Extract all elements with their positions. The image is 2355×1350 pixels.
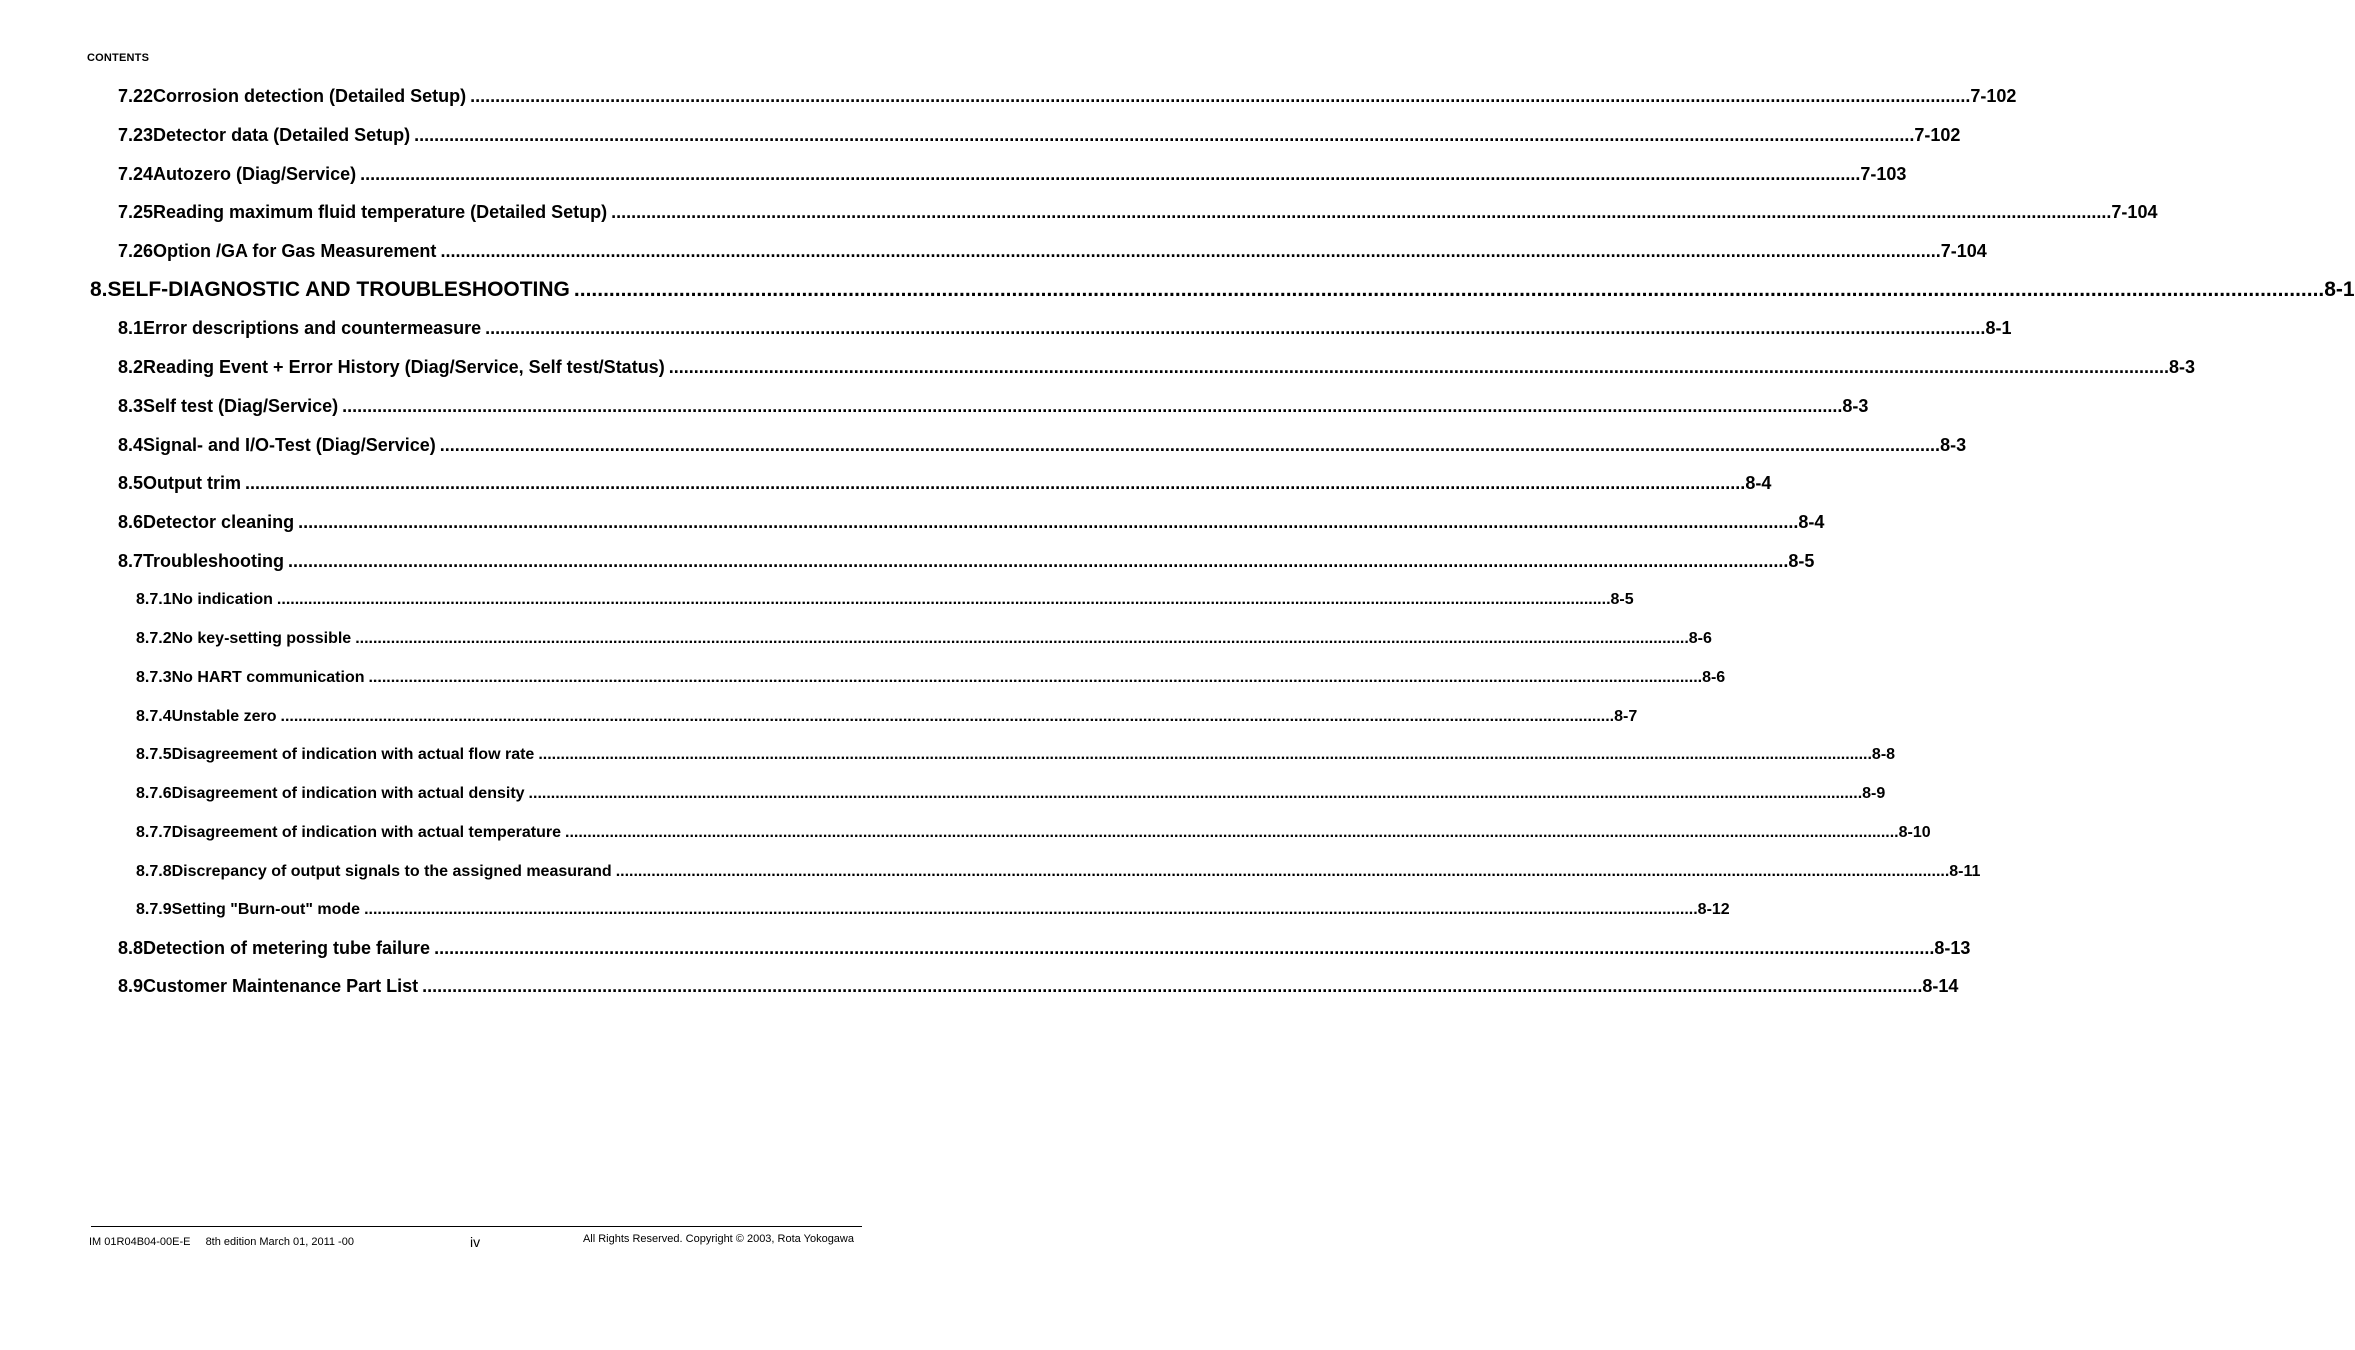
toc-entry-number: 8.7.3 bbox=[136, 669, 172, 686]
toc-leader-dots: ............................................................................................................................................................................................................................................................................................................ bbox=[288, 551, 1789, 571]
toc-entry-page: 8-6 bbox=[1702, 669, 1726, 686]
toc-entry-page: 7-104 bbox=[1940, 241, 1987, 261]
toc-leader-dots: ............................................................................................................................................................................................................................................................................................................ bbox=[611, 202, 2112, 222]
toc-entry-number: 7.23 bbox=[118, 125, 154, 145]
toc-entry[interactable] bbox=[136, 785, 1886, 803]
toc-entry-title: Autozero (Diag/Service) bbox=[153, 164, 357, 184]
footer-edition: 8th edition March 01, 2011 -00 bbox=[205, 1236, 354, 1248]
toc-entry-number: 8.7.1 bbox=[136, 591, 172, 608]
running-header: CONTENTS bbox=[87, 52, 150, 64]
toc-entry-title: Detection of metering tube failure bbox=[143, 938, 431, 958]
toc-entry-page: 8-3 bbox=[1940, 435, 1967, 455]
toc-entry-number: 8.7.8 bbox=[136, 863, 172, 880]
toc-entry[interactable] bbox=[136, 591, 1634, 609]
toc-leader-dots: ............................................................................................................................................................................................................................................................................................................ bbox=[245, 473, 1746, 493]
toc-entry-title: No indication bbox=[171, 591, 273, 608]
toc-entry-page: 8-4 bbox=[1745, 473, 1772, 493]
footer-doc-id: IM 01R04B04-00E-E bbox=[89, 1236, 191, 1248]
toc-entry-page: 8-6 bbox=[1688, 630, 1712, 647]
toc-leader-dots: ............................................................................................................................................................................................................................................................................................................ bbox=[298, 512, 1799, 532]
toc-entry-page: 8-3 bbox=[2169, 357, 2196, 377]
toc-entry-title: Reading Event + Error History (Diag/Service, Self test/Status) bbox=[143, 357, 665, 377]
toc-entry-title: Option /GA for Gas Measurement bbox=[153, 241, 437, 261]
toc-entry-page: 8-8 bbox=[1871, 746, 1896, 763]
toc-entry-page: 8-4 bbox=[1798, 512, 1825, 532]
toc-entry-page: 7-104 bbox=[2111, 202, 2158, 222]
toc-leader-dots: ............................................................................................................................................................................................................................................................................................................ bbox=[276, 591, 1611, 608]
toc-leader-dots: ............................................................................................................................................................................................................................................................................................................ bbox=[668, 357, 2169, 377]
toc-entry-number: 8.4 bbox=[118, 435, 144, 455]
toc-entry-number: 8.7.2 bbox=[136, 630, 172, 647]
toc-leader-dots: ............................................................................................................................................................................................................................................................................................................ bbox=[342, 396, 1843, 416]
toc-entry-number: 8.7.5 bbox=[136, 746, 172, 763]
toc-entry-page: 8-10 bbox=[1898, 824, 1931, 841]
toc-leader-dots: ............................................................................................................................................................................................................................................................................................................ bbox=[573, 278, 2325, 301]
toc-entry[interactable] bbox=[118, 86, 2017, 107]
toc-leader-dots: ............................................................................................................................................................................................................................................................................................................ bbox=[528, 785, 1863, 802]
toc-entry-page: 8-7 bbox=[1614, 708, 1638, 725]
toc-leader-dots: ............................................................................................................................................................................................................................................................................................................ bbox=[440, 241, 1941, 261]
toc-entry-number: 8.3 bbox=[118, 396, 144, 416]
toc-leader-dots: ............................................................................................................................................................................................................................................................................................................ bbox=[470, 86, 1971, 106]
toc-entry-title: Output trim bbox=[143, 473, 242, 493]
toc-entry-title: Setting "Burn-out" mode bbox=[171, 901, 361, 918]
toc-entry[interactable] bbox=[90, 278, 2355, 302]
toc-leader-dots: ............................................................................................................................................................................................................................................................................................................ bbox=[414, 125, 1915, 145]
toc-entry[interactable] bbox=[118, 938, 1971, 959]
toc-leader-dots: ............................................................................................................................................................................................................................................................................................................ bbox=[538, 746, 1872, 763]
toc-leader-dots: ............................................................................................................................................................................................................................................................................................................ bbox=[422, 976, 1923, 996]
toc-entry-number: 8.7.9 bbox=[136, 901, 172, 918]
toc-entry[interactable] bbox=[118, 241, 1987, 262]
toc-entry-page: 7-102 bbox=[1914, 125, 1961, 145]
toc-entry-title: Customer Maintenance Part List bbox=[143, 976, 419, 996]
toc-entry-page: 8-1 bbox=[1985, 318, 2012, 338]
toc-entry-page: 8-14 bbox=[1922, 976, 1959, 996]
toc-entry[interactable] bbox=[136, 669, 1726, 687]
toc-leader-dots: ............................................................................................................................................................................................................................................................................................................ bbox=[434, 938, 1935, 958]
toc-entry-title: Discrepancy of output signals to the assigned measurand bbox=[171, 863, 612, 880]
toc-entry-number: 8.9 bbox=[118, 976, 144, 996]
toc-entry-number: 8. bbox=[90, 278, 108, 301]
toc-entry-title: Troubleshooting bbox=[143, 551, 285, 571]
toc-entry-title: Disagreement of indication with actual flow rate bbox=[171, 746, 535, 763]
toc-entry[interactable] bbox=[136, 824, 1931, 842]
toc-entry-title: No key-setting possible bbox=[171, 630, 352, 647]
toc-entry-number: 8.1 bbox=[118, 318, 144, 338]
toc-entry[interactable] bbox=[118, 125, 1961, 146]
toc-entry-title: Self test (Diag/Service) bbox=[143, 396, 339, 416]
toc-entry-page: 7-102 bbox=[1970, 86, 2017, 106]
toc-leader-dots: ............................................................................................................................................................................................................................................................................................................ bbox=[364, 901, 1698, 918]
toc-entry-number: 8.5 bbox=[118, 473, 144, 493]
toc-leader-dots: ............................................................................................................................................................................................................................................................................................................ bbox=[485, 318, 1986, 338]
toc-entry-page: 8-5 bbox=[1788, 551, 1815, 571]
toc-entry[interactable] bbox=[118, 318, 2012, 339]
toc-leader-dots: ............................................................................................................................................................................................................................................................................................................ bbox=[439, 435, 1941, 455]
toc-entry-page: 7-103 bbox=[1860, 164, 1907, 184]
toc-entry-page: 8-3 bbox=[1842, 396, 1869, 416]
footer-divider bbox=[91, 1226, 862, 1227]
toc-entry-page: 8-12 bbox=[1697, 901, 1730, 918]
toc-entry[interactable] bbox=[118, 396, 1869, 417]
toc-entry-number: 8.7 bbox=[118, 551, 144, 571]
toc-entry-number: 7.24 bbox=[118, 164, 154, 184]
toc-leader-dots: ............................................................................................................................................................................................................................................................................................................ bbox=[368, 669, 1703, 686]
toc-entry-title: Reading maximum fluid temperature (Detailed Setup) bbox=[153, 202, 608, 222]
toc-entry[interactable] bbox=[118, 976, 1959, 997]
toc-entry[interactable] bbox=[118, 551, 1815, 572]
toc-leader-dots: ............................................................................................................................................................................................................................................................................................................ bbox=[280, 708, 1615, 725]
toc-leader-dots: ............................................................................................................................................................................................................................................................................................................ bbox=[565, 824, 1899, 841]
toc-entry[interactable] bbox=[118, 473, 1772, 494]
toc-entry-title: SELF-DIAGNOSTIC AND TROUBLESHOOTING bbox=[107, 278, 570, 301]
toc-entry-page: 8-13 bbox=[1934, 938, 1971, 958]
toc-entry-title: Signal- and I/O-Test (Diag/Service) bbox=[143, 435, 436, 455]
toc-entry-number: 8.6 bbox=[118, 512, 144, 532]
toc-entry[interactable] bbox=[118, 164, 1907, 185]
toc-entry-number: 7.26 bbox=[118, 241, 154, 261]
toc-entry-number: 7.22 bbox=[118, 86, 154, 106]
toc-entry-number: 8.7.7 bbox=[136, 824, 172, 841]
toc-entry-title: Error descriptions and countermeasure bbox=[143, 318, 482, 338]
toc-entry[interactable] bbox=[136, 630, 1712, 648]
footer-copyright: All Rights Reserved. Copyright © 2003, Rota Yokogawa bbox=[582, 1233, 854, 1245]
toc-entry[interactable] bbox=[118, 512, 1825, 533]
toc-entry[interactable] bbox=[136, 863, 1981, 881]
toc-entry-title: Disagreement of indication with actual temperature bbox=[171, 824, 562, 841]
toc-entry-page: 8-1 bbox=[2324, 278, 2355, 301]
toc-entry-title: Unstable zero bbox=[171, 708, 277, 725]
toc-entry[interactable] bbox=[118, 435, 1967, 456]
toc-entry-title: Detector data (Detailed Setup) bbox=[153, 125, 411, 145]
toc-entry-number: 8.7.4 bbox=[136, 708, 172, 725]
toc-entry-title: Corrosion detection (Detailed Setup) bbox=[153, 86, 467, 106]
toc-entry-title: Disagreement of indication with actual density bbox=[171, 785, 525, 802]
footer-document-info bbox=[89, 1236, 354, 1248]
toc-entry[interactable] bbox=[118, 357, 2196, 378]
toc-leader-dots: ............................................................................................................................................................................................................................................................................................................ bbox=[615, 863, 1950, 880]
toc-entry-number: 8.2 bbox=[118, 357, 144, 377]
toc-entry-number: 8.8 bbox=[118, 938, 144, 958]
footer-page-number: iv bbox=[470, 1234, 481, 1250]
toc-entry-title: Detector cleaning bbox=[143, 512, 295, 532]
toc-entry-title: No HART communication bbox=[171, 669, 365, 686]
toc-leader-dots: ............................................................................................................................................................................................................................................................................................................ bbox=[355, 630, 1689, 647]
toc-entry[interactable] bbox=[136, 746, 1896, 764]
toc-entry-page: 8-11 bbox=[1949, 863, 1981, 880]
toc-leader-dots: ............................................................................................................................................................................................................................................................................................................ bbox=[360, 164, 1861, 184]
toc-entry-page: 8-9 bbox=[1862, 785, 1886, 802]
toc-entry-number: 7.25 bbox=[118, 202, 154, 222]
toc-entry-number: 8.7.6 bbox=[136, 785, 172, 802]
toc-entry[interactable] bbox=[118, 202, 2158, 223]
toc-entry-page: 8-5 bbox=[1610, 591, 1634, 608]
toc-entry[interactable] bbox=[136, 708, 1638, 726]
toc-entry[interactable] bbox=[136, 901, 1730, 919]
